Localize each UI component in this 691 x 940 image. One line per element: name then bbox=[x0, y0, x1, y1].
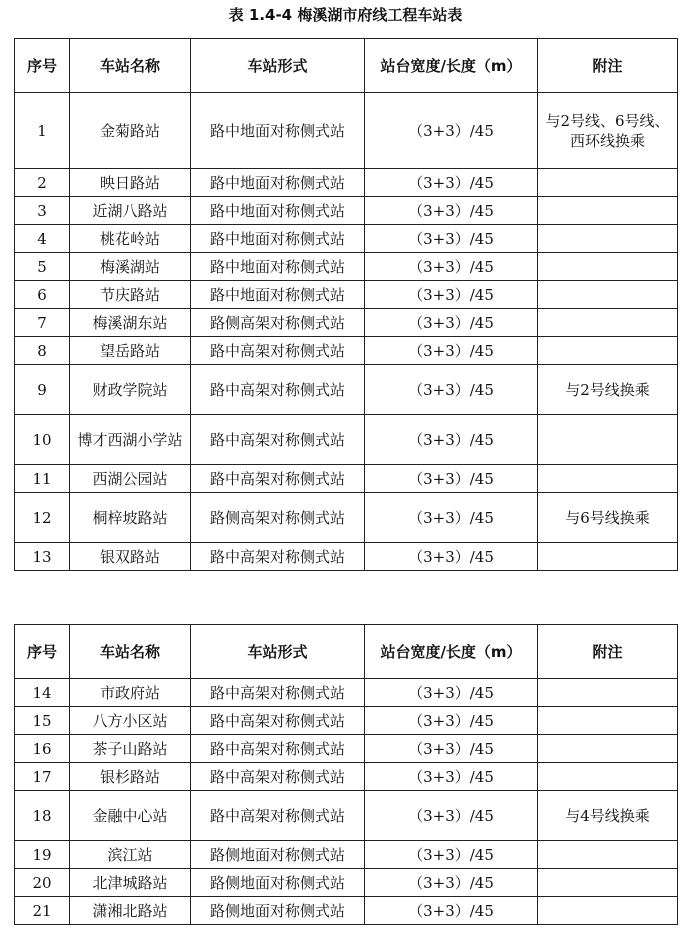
station-name: 金融中心站 bbox=[70, 791, 191, 841]
station-note bbox=[538, 763, 678, 791]
table-body-part-2 bbox=[15, 679, 678, 925]
table-row bbox=[15, 415, 678, 465]
station-name: 银杉路站 bbox=[70, 763, 191, 791]
table-row bbox=[15, 309, 678, 337]
station-note bbox=[538, 281, 678, 309]
station-type: 路中高架对称侧式站 bbox=[191, 679, 365, 707]
station-name: 市政府站 bbox=[70, 679, 191, 707]
station-no: 3 bbox=[15, 197, 70, 225]
table-row bbox=[15, 679, 678, 707]
table-row bbox=[15, 763, 678, 791]
station-type: 路侧高架对称侧式站 bbox=[191, 309, 365, 337]
platform-size: （3+3）/45 bbox=[365, 735, 538, 763]
platform-size: （3+3）/45 bbox=[365, 493, 538, 543]
station-name: 节庆路站 bbox=[70, 281, 191, 309]
station-no: 15 bbox=[15, 707, 70, 735]
station-no: 14 bbox=[15, 679, 70, 707]
station-note bbox=[538, 869, 678, 897]
platform-size: （3+3）/45 bbox=[365, 543, 538, 571]
table-row bbox=[15, 225, 678, 253]
station-note: 与2号线、6号线、西环线换乘 bbox=[538, 93, 678, 169]
platform-size: （3+3）/45 bbox=[365, 763, 538, 791]
platform-size: （3+3）/45 bbox=[365, 707, 538, 735]
station-name: 茶子山路站 bbox=[70, 735, 191, 763]
platform-size: （3+3）/45 bbox=[365, 253, 538, 281]
station-no: 21 bbox=[15, 897, 70, 925]
station-no: 11 bbox=[15, 465, 70, 493]
table-body-part-1 bbox=[15, 93, 678, 571]
platform-size: （3+3）/45 bbox=[365, 197, 538, 225]
table-row bbox=[15, 707, 678, 735]
platform-size: （3+3）/45 bbox=[365, 93, 538, 169]
station-name: 映日路站 bbox=[70, 169, 191, 197]
station-no: 12 bbox=[15, 493, 70, 543]
station-name: 潇湘北路站 bbox=[70, 897, 191, 925]
station-note: 与6号线换乘 bbox=[538, 493, 678, 543]
station-note bbox=[538, 225, 678, 253]
station-type: 路中高架对称侧式站 bbox=[191, 763, 365, 791]
station-type: 路中地面对称侧式站 bbox=[191, 253, 365, 281]
table-row bbox=[15, 493, 678, 543]
station-note bbox=[538, 735, 678, 763]
table-row bbox=[15, 465, 678, 493]
header-no: 序号 bbox=[15, 625, 70, 679]
station-name: 梅溪湖站 bbox=[70, 253, 191, 281]
platform-size: （3+3）/45 bbox=[365, 365, 538, 415]
table-row bbox=[15, 869, 678, 897]
station-table-part-1 bbox=[14, 38, 678, 571]
platform-size: （3+3）/45 bbox=[365, 791, 538, 841]
station-name: 银双路站 bbox=[70, 543, 191, 571]
station-note bbox=[538, 679, 678, 707]
station-note: 与4号线换乘 bbox=[538, 791, 678, 841]
platform-size: （3+3）/45 bbox=[365, 225, 538, 253]
station-note bbox=[538, 465, 678, 493]
station-name: 北津城路站 bbox=[70, 869, 191, 897]
station-type: 路侧高架对称侧式站 bbox=[191, 493, 365, 543]
station-no: 19 bbox=[15, 841, 70, 869]
header-note: 附注 bbox=[538, 39, 678, 93]
station-name: 八方小区站 bbox=[70, 707, 191, 735]
station-type: 路侧地面对称侧式站 bbox=[191, 841, 365, 869]
station-type: 路中高架对称侧式站 bbox=[191, 543, 365, 571]
platform-size: （3+3）/45 bbox=[365, 679, 538, 707]
station-table-part-2 bbox=[14, 624, 678, 925]
station-no: 13 bbox=[15, 543, 70, 571]
station-name: 望岳路站 bbox=[70, 337, 191, 365]
table-row bbox=[15, 337, 678, 365]
station-note bbox=[538, 337, 678, 365]
station-note bbox=[538, 169, 678, 197]
station-name: 财政学院站 bbox=[70, 365, 191, 415]
station-note bbox=[538, 543, 678, 571]
station-no: 6 bbox=[15, 281, 70, 309]
station-note bbox=[538, 841, 678, 869]
station-type: 路中地面对称侧式站 bbox=[191, 169, 365, 197]
station-note: 与2号线换乘 bbox=[538, 365, 678, 415]
table-row bbox=[15, 365, 678, 415]
station-no: 7 bbox=[15, 309, 70, 337]
table-row bbox=[15, 791, 678, 841]
table-caption: 表 1.4-4 梅溪湖市府线工程车站表 bbox=[228, 6, 463, 24]
station-no: 16 bbox=[15, 735, 70, 763]
platform-size: （3+3）/45 bbox=[365, 337, 538, 365]
station-name: 西湖公园站 bbox=[70, 465, 191, 493]
station-type: 路中高架对称侧式站 bbox=[191, 465, 365, 493]
station-type: 路中地面对称侧式站 bbox=[191, 93, 365, 169]
station-type: 路中高架对称侧式站 bbox=[191, 415, 365, 465]
header-name: 车站名称 bbox=[70, 625, 191, 679]
header-name: 车站名称 bbox=[70, 39, 191, 93]
station-type: 路中高架对称侧式站 bbox=[191, 337, 365, 365]
table-header-row bbox=[15, 625, 678, 679]
header-type: 车站形式 bbox=[191, 39, 365, 93]
station-note bbox=[538, 309, 678, 337]
station-name: 梅溪湖东站 bbox=[70, 309, 191, 337]
table-row bbox=[15, 281, 678, 309]
station-type: 路中地面对称侧式站 bbox=[191, 281, 365, 309]
table-row bbox=[15, 169, 678, 197]
header-size: 站台宽度/长度（m） bbox=[365, 39, 538, 93]
station-no: 17 bbox=[15, 763, 70, 791]
station-type: 路中地面对称侧式站 bbox=[191, 225, 365, 253]
station-type: 路侧地面对称侧式站 bbox=[191, 869, 365, 897]
header-type: 车站形式 bbox=[191, 625, 365, 679]
table-row bbox=[15, 735, 678, 763]
station-type: 路中地面对称侧式站 bbox=[191, 197, 365, 225]
station-type: 路中高架对称侧式站 bbox=[191, 735, 365, 763]
header-note: 附注 bbox=[538, 625, 678, 679]
station-type: 路侧地面对称侧式站 bbox=[191, 897, 365, 925]
platform-size: （3+3）/45 bbox=[365, 415, 538, 465]
station-no: 9 bbox=[15, 365, 70, 415]
station-note bbox=[538, 415, 678, 465]
station-no: 20 bbox=[15, 869, 70, 897]
table-header-row bbox=[15, 39, 678, 93]
station-name: 博才西湖小学站 bbox=[70, 415, 191, 465]
header-size: 站台宽度/长度（m） bbox=[365, 625, 538, 679]
platform-size: （3+3）/45 bbox=[365, 169, 538, 197]
station-no: 1 bbox=[15, 93, 70, 169]
station-name: 桐梓坡路站 bbox=[70, 493, 191, 543]
station-type: 路中高架对称侧式站 bbox=[191, 791, 365, 841]
station-name: 近湖八路站 bbox=[70, 197, 191, 225]
platform-size: （3+3）/45 bbox=[365, 281, 538, 309]
platform-size: （3+3）/45 bbox=[365, 465, 538, 493]
table-row bbox=[15, 897, 678, 925]
platform-size: （3+3）/45 bbox=[365, 841, 538, 869]
station-note bbox=[538, 707, 678, 735]
table-row bbox=[15, 841, 678, 869]
station-no: 18 bbox=[15, 791, 70, 841]
station-no: 4 bbox=[15, 225, 70, 253]
station-name: 滨江站 bbox=[70, 841, 191, 869]
station-no: 8 bbox=[15, 337, 70, 365]
station-note bbox=[538, 897, 678, 925]
station-type: 路中高架对称侧式站 bbox=[191, 365, 365, 415]
station-no: 5 bbox=[15, 253, 70, 281]
station-no: 10 bbox=[15, 415, 70, 465]
platform-size: （3+3）/45 bbox=[365, 869, 538, 897]
table-row bbox=[15, 93, 678, 169]
table-row bbox=[15, 253, 678, 281]
platform-size: （3+3）/45 bbox=[365, 309, 538, 337]
table-row bbox=[15, 197, 678, 225]
station-no: 2 bbox=[15, 169, 70, 197]
platform-size: （3+3）/45 bbox=[365, 897, 538, 925]
header-no: 序号 bbox=[15, 39, 70, 93]
table-row bbox=[15, 543, 678, 571]
station-name: 金菊路站 bbox=[70, 93, 191, 169]
station-type: 路中高架对称侧式站 bbox=[191, 707, 365, 735]
station-note bbox=[538, 197, 678, 225]
station-note bbox=[538, 253, 678, 281]
station-name: 桃花岭站 bbox=[70, 225, 191, 253]
